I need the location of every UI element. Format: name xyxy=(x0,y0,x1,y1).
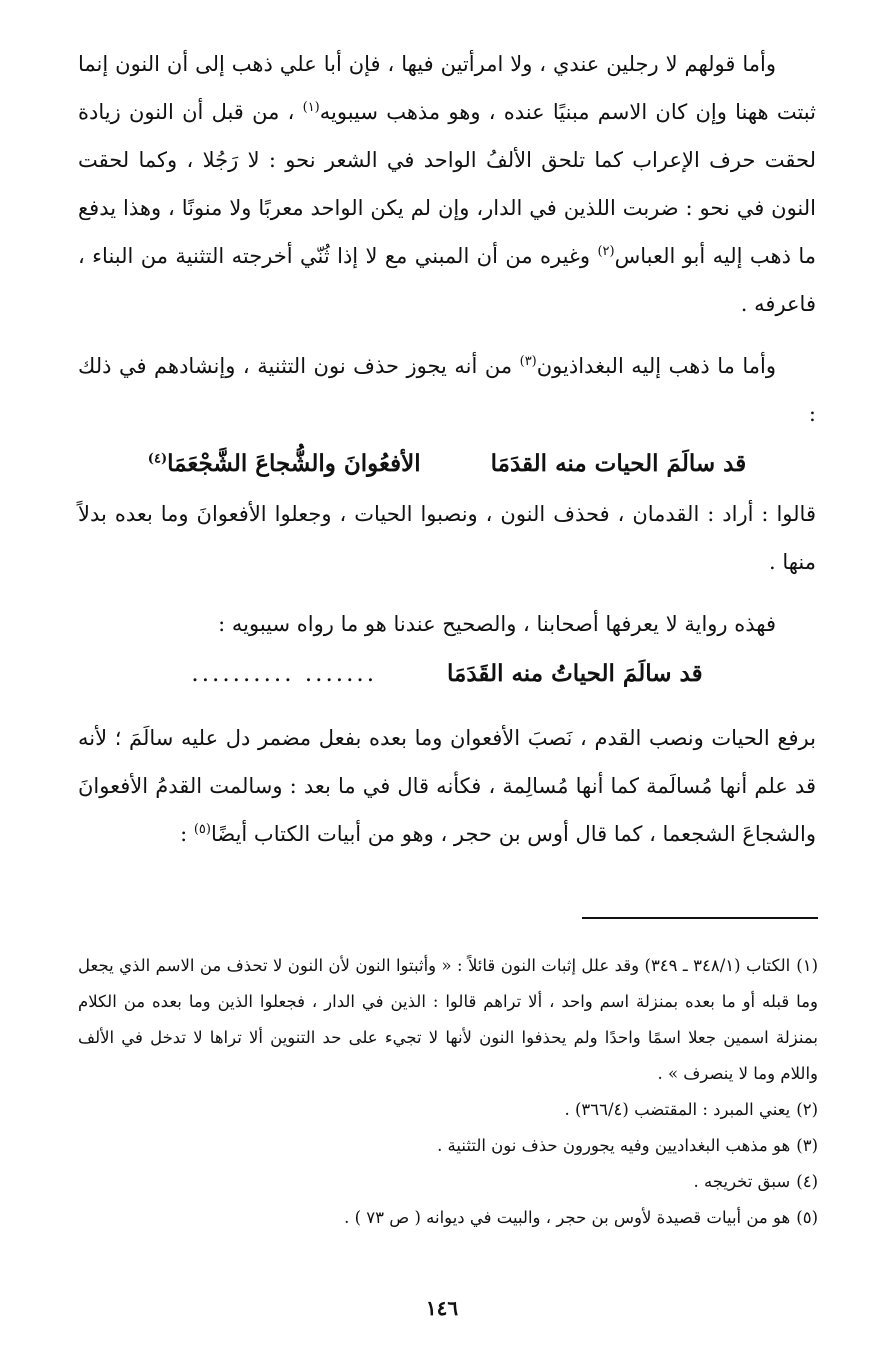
footnotes xyxy=(78,948,818,1236)
footnote-3: (٣)هو مذهب البغداديين وفيه يجورون حذف نون التثنية . xyxy=(437,1136,818,1155)
paragraph-text: وغيره من أن المبني مع لا إذا ثُنّي أخرجته التثنية من البناء ، فاعرفه . xyxy=(78,244,816,316)
verse-hemistich-first: قد سالَمَ الحيات منه القدَمَا xyxy=(490,450,747,477)
paragraph-4: فهذه رواية لا يعرفها أصحابنا ، والصحيح عندنا هو ما رواه سيبويه : xyxy=(218,612,776,636)
poetry-verse-1 xyxy=(78,438,816,490)
footnote-ref: (١) xyxy=(302,100,320,115)
footnote-ref: (٤) xyxy=(147,451,168,467)
footnote-ref: (٥) xyxy=(193,822,211,837)
verse-hemistich-first: قد سالَمَ الحياتُ منه القَدَمَا xyxy=(447,660,703,687)
footnote-2: (٢)يعني المبرد : المقتضب (٣٦٦/٤) . xyxy=(564,1100,818,1119)
footnote-4: (٤)سبق تخريجه . xyxy=(693,1172,818,1191)
paragraph-text: من أنه يجوز حذف نون التثنية ، وإنشادهم في ذلك : xyxy=(78,354,816,426)
main-text xyxy=(78,40,816,858)
verse-ellipsis: ....... .......... xyxy=(191,661,378,687)
paragraph-5 xyxy=(78,714,816,858)
footnote-5: (٥)هو من أبيات قصيدة لأوس بن حجر ، والبيت في ديوانه ( ص ٧٣ ) . xyxy=(344,1208,818,1227)
footnote-ref: (٣) xyxy=(519,354,537,369)
poetry-verse-2 xyxy=(78,648,816,700)
page-number: ١٤٦ xyxy=(425,1296,459,1320)
verse-hemistich-second: الأفعُوانَ والشُّجاعَ الشَّجْعَمَا$^{(٤)}$ xyxy=(147,450,421,477)
paragraph-text: ، من قبل أن النون زيادة لحقت حرف الإعراب كما تلحق الألفُ الواحد في الشعر نحو : لا رَجُلا ، وكما لحقت النون في نحو : ضربت اللذين في الدار، وإن لم يكن الواحد معربًا ولا منونًا ، وهذا يدفع ما ذهب إليه أبو العباس xyxy=(78,100,816,268)
paragraph-text: وأما ما ذهب إليه البغداذيون xyxy=(536,354,776,378)
footnote-divider xyxy=(582,917,818,919)
paragraph-text: : xyxy=(180,822,188,846)
footnote-ref: (٢) xyxy=(597,244,615,259)
paragraph-2 xyxy=(78,342,816,438)
paragraph-1 xyxy=(78,40,816,328)
paragraph-text: وأما قولهم لا رجلين عندي ، ولا امرأتين فيها ، فإن أبا علي ذهب إلى أن النون إنما ثبتت ههنا وإن كان الاسم مبنيًا عنده ، وهو مذهب سيبويه xyxy=(78,52,816,124)
paragraph-3: قالوا : أراد : القدمان ، فحذف النون ، ونصبوا الحيات ، وجعلوا الأفعوانَ وما بعده بدلاً منها . xyxy=(78,502,816,574)
paragraph-text: برفع الحيات ونصب القدم ، نَصبَ الأفعوان وما بعده بفعل مضمر دل عليه سالَمَ ؛ لأنه قد علم أنها مُسالَمة كما أنها مُسالِمة ، فكأنه قال في ما بعد : وسالمت القدمُ الأفعوانَ والشجاعَ الشجعما ، كما قال أوس بن حجر ، وهو من أبيات الكتاب أيضًا xyxy=(78,726,816,846)
footnote-1: (١)الكتاب (٣٤٨/١ ـ ٣٤٩) وقد علل إثبات النون قائلاً : « وأثبتوا النون لأن النون لا تحذف من الاسم الذي يجعل وما قبله أو ما بعده بمنزلة اسم واحد ، ألا تراهم قالوا : الذين في الدار ، فجعلوا الذين وما بعده من الكلام بمنزلة اسمين جعلا اسمًا واحدًا ولم يحذفوا النون لأنها لا تجيء على حد التنوين ألا تراها لا تدخل في الألف واللام وما لا ينصرف » . xyxy=(78,956,818,1083)
